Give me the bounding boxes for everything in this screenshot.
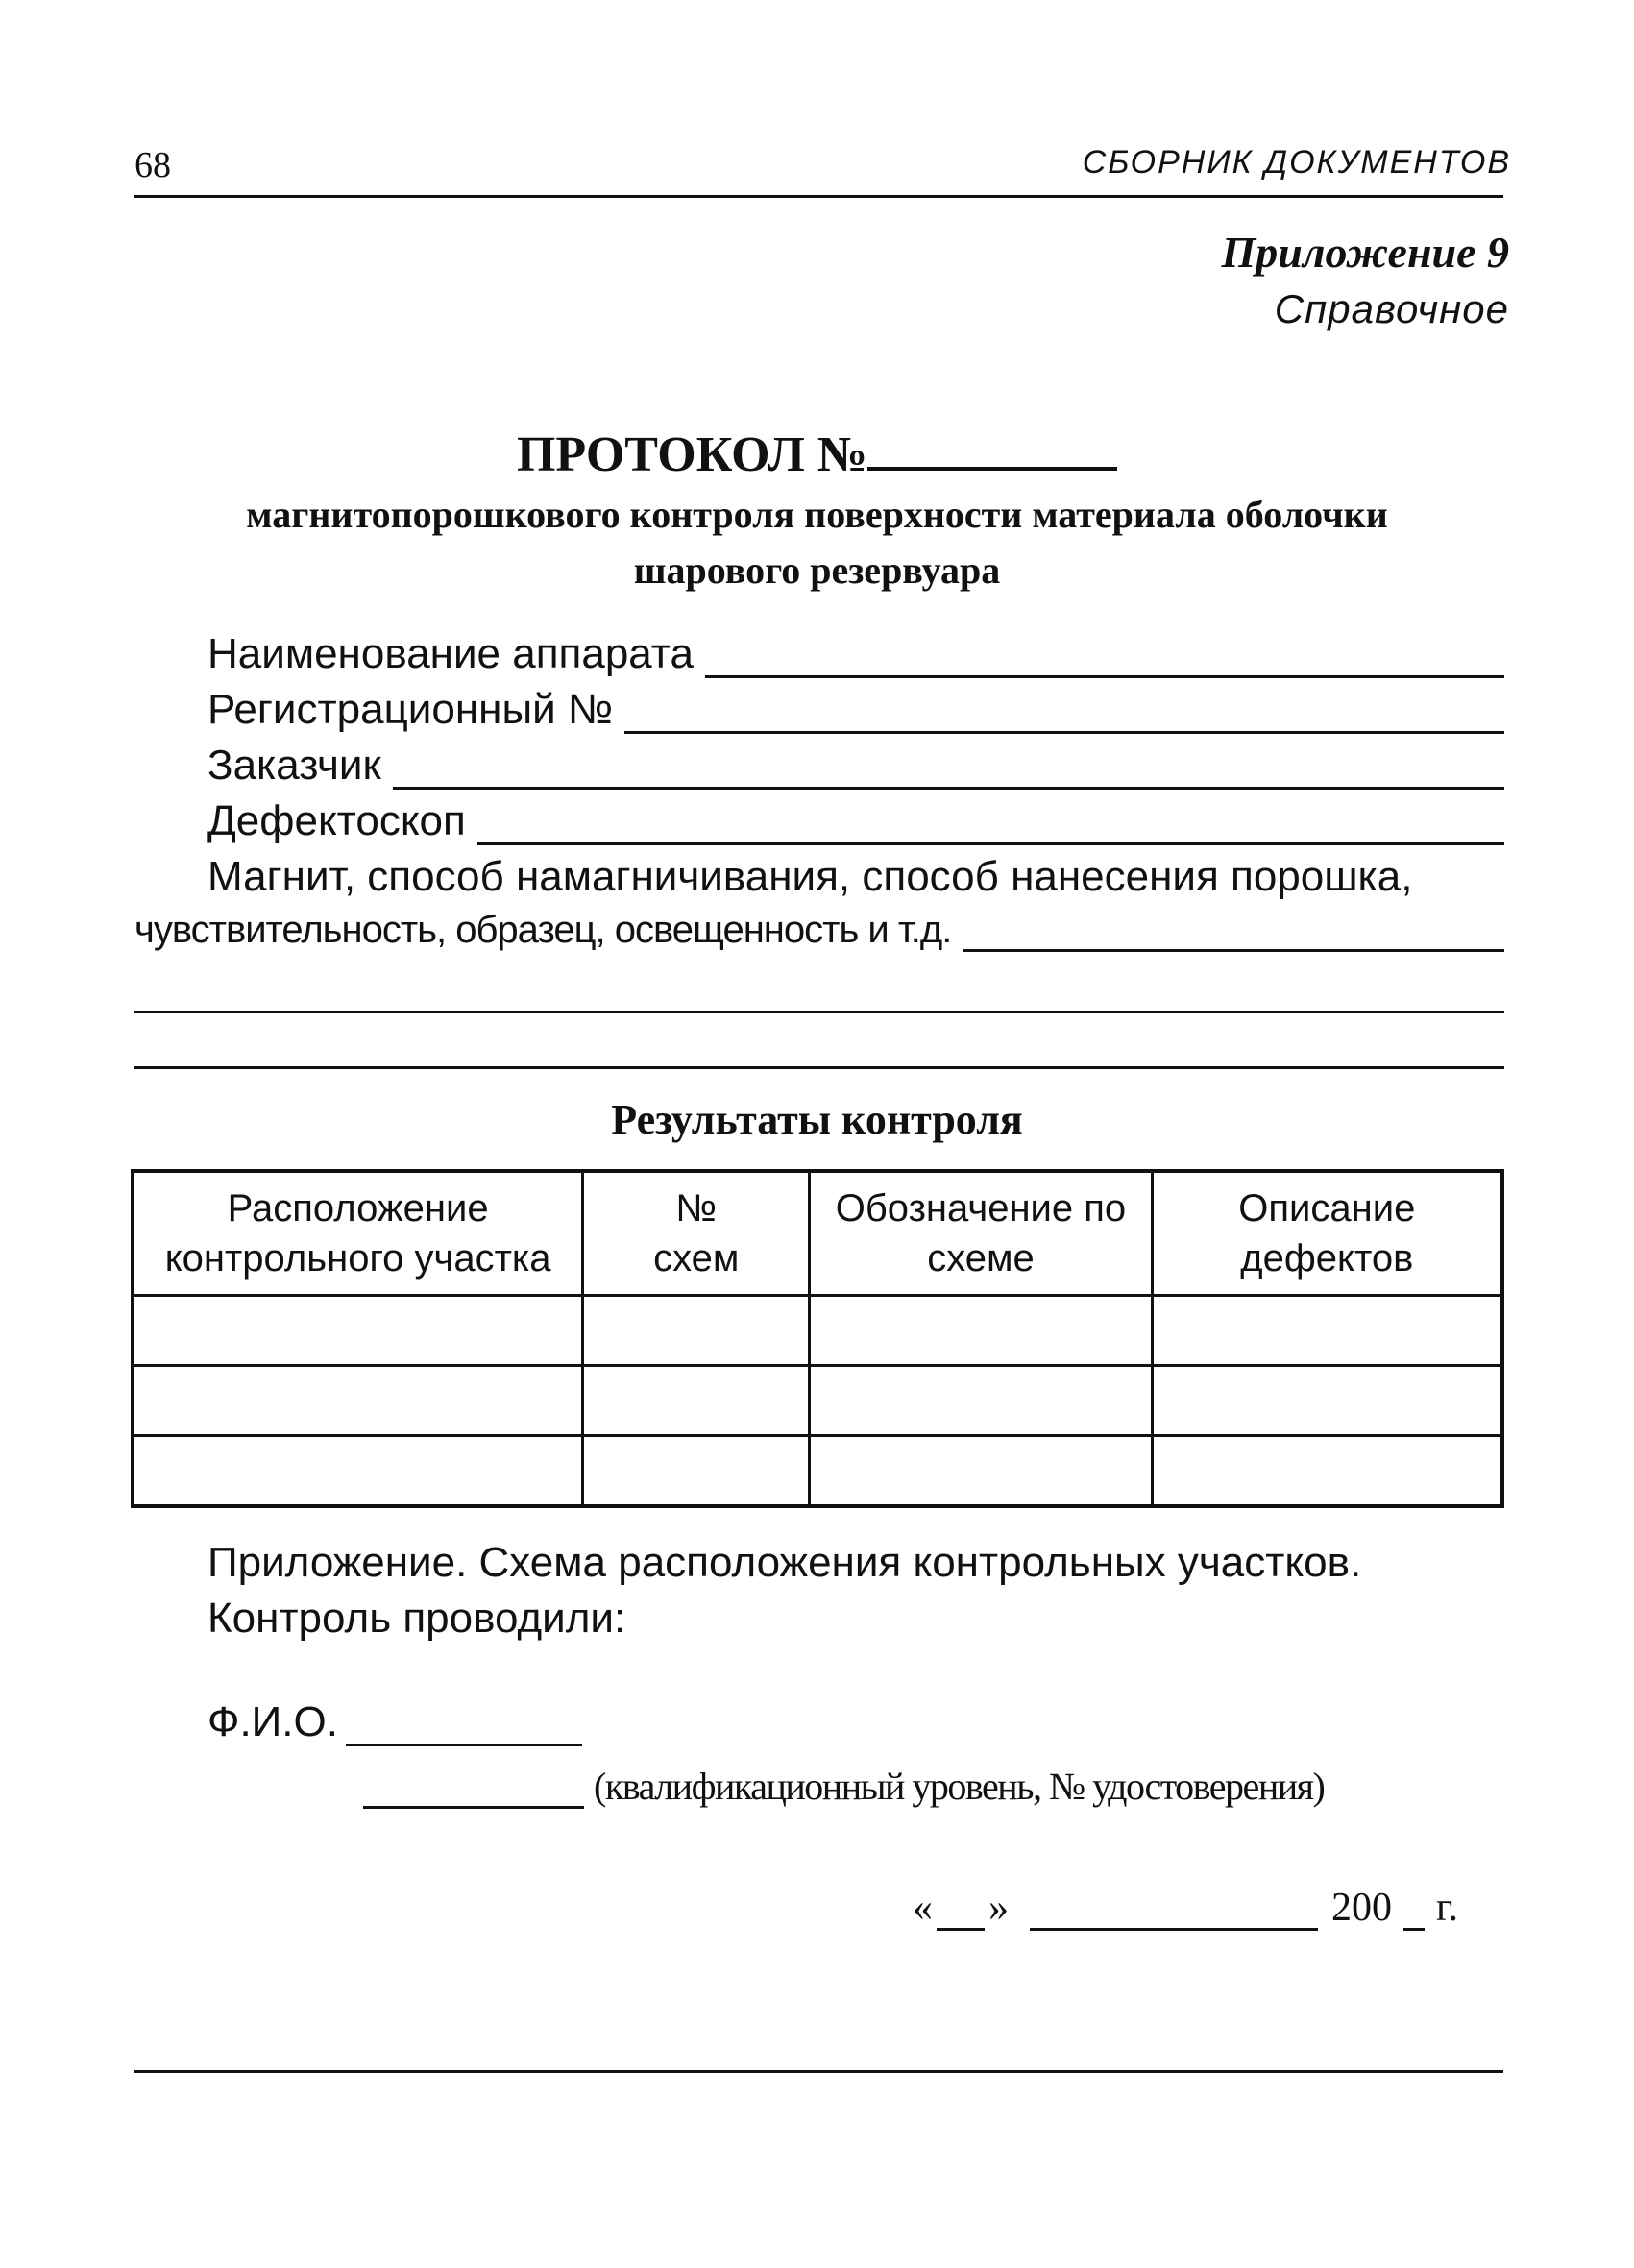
detector-label: Дефектоскоп xyxy=(207,797,466,844)
table-cell[interactable] xyxy=(133,1366,583,1436)
date-field xyxy=(913,1885,1508,1931)
appendix-title: Приложение 9 xyxy=(1221,228,1509,277)
table-cell[interactable] xyxy=(1152,1436,1502,1507)
day-blank[interactable] xyxy=(937,1895,985,1931)
year-suffix: г. xyxy=(1436,1886,1458,1930)
performed-by-label: Контроль проводили: xyxy=(207,1595,626,1642)
extra-blank-line-2[interactable] xyxy=(134,1066,1504,1069)
year-prefix: 200 xyxy=(1331,1886,1392,1930)
fio-field xyxy=(207,1698,582,1746)
date-open-quote: « xyxy=(913,1886,933,1930)
table-cell[interactable] xyxy=(583,1296,810,1366)
apparatus-label: Наименование аппарата xyxy=(207,630,694,677)
qualification-label: (квалификационный уровень, № удостоверения) xyxy=(594,1765,1325,1808)
registration-blank[interactable] xyxy=(624,698,1504,734)
apparatus-blank[interactable] xyxy=(705,643,1504,678)
col-header-designation: Обозначение по схеме xyxy=(810,1171,1152,1296)
table-header-row xyxy=(133,1171,1502,1296)
table-row xyxy=(133,1296,1502,1366)
table-cell[interactable] xyxy=(810,1366,1152,1436)
table-cell[interactable] xyxy=(583,1366,810,1436)
col-header-location: Расположение контрольного участка xyxy=(133,1171,583,1296)
magnet-blank[interactable] xyxy=(963,916,1504,952)
magnet-field xyxy=(134,909,1504,952)
magnet-line2: чувствительность, образец, освещенность и т.д. xyxy=(134,909,952,951)
table-cell[interactable] xyxy=(810,1436,1152,1507)
table-row xyxy=(133,1436,1502,1507)
protocol-heading-text: ПРОТОКОЛ № xyxy=(516,427,868,482)
protocol-number-blank[interactable] xyxy=(867,425,1117,471)
qualification-field xyxy=(363,1764,1506,1809)
appendix-type: Справочное xyxy=(1274,286,1509,331)
extra-blank-line-1[interactable] xyxy=(134,1011,1504,1013)
table-cell[interactable] xyxy=(133,1436,583,1507)
table-cell[interactable] xyxy=(133,1296,583,1366)
detector-blank[interactable] xyxy=(477,810,1504,845)
month-blank[interactable] xyxy=(1030,1895,1318,1931)
page-number: 68 xyxy=(134,145,171,185)
registration-label: Регистрационный № xyxy=(207,686,614,733)
bottom-rule xyxy=(134,2070,1503,2073)
registration-field xyxy=(207,686,1504,734)
results-title: Результаты контроля xyxy=(611,1096,1023,1143)
table-cell[interactable] xyxy=(1152,1366,1502,1436)
table-cell[interactable] xyxy=(810,1296,1152,1366)
customer-field xyxy=(207,742,1504,790)
protocol-subtitle-line1: магнитопорошкового контроля поверхности материала оболочки xyxy=(246,493,1388,536)
apparatus-field xyxy=(207,630,1504,678)
customer-blank[interactable] xyxy=(393,754,1504,790)
table-cell[interactable] xyxy=(583,1436,810,1507)
table-row xyxy=(133,1366,1502,1436)
fio-label: Ф.И.О. xyxy=(207,1698,338,1745)
protocol-subtitle-line2: шарового резервуара xyxy=(633,549,1001,592)
fio-blank[interactable] xyxy=(346,1711,582,1746)
year-blank[interactable] xyxy=(1403,1895,1425,1931)
col-header-scheme-number: № схем xyxy=(583,1171,810,1296)
attachment-note: Приложение. Схема расположения контрольных участков. xyxy=(207,1539,1362,1586)
qualification-blank[interactable] xyxy=(363,1773,584,1809)
protocol-heading xyxy=(0,425,1634,483)
results-table xyxy=(131,1169,1504,1508)
running-title: СБОРНИК ДОКУМЕНТОВ xyxy=(1082,144,1511,181)
table-cell[interactable] xyxy=(1152,1296,1502,1366)
detector-field xyxy=(207,797,1504,845)
date-close-quote: » xyxy=(988,1886,1009,1930)
magnet-line1: Магнит, способ намагничивания, способ нанесения порошка, xyxy=(207,853,1413,900)
header-rule xyxy=(134,195,1503,198)
customer-label: Заказчик xyxy=(207,742,381,789)
col-header-defects: Описание дефектов xyxy=(1152,1171,1502,1296)
